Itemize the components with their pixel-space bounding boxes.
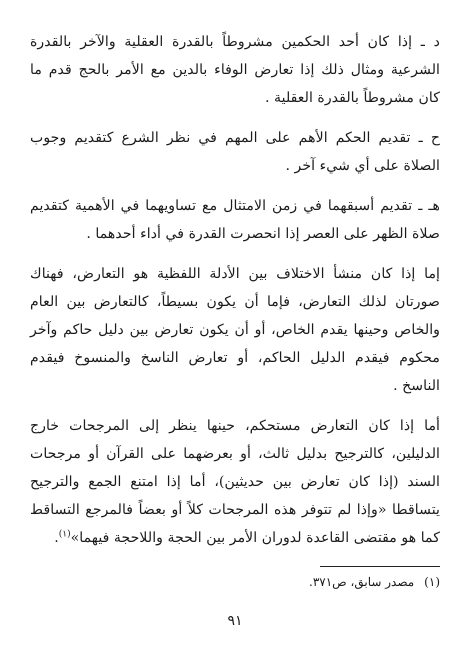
paragraph-2: ح ـ تقديم الحكم الأهم على المهم في نظر الشرع كتقديم وجوب الصلاة على أي شيء آخر .	[30, 130, 440, 174]
page-body	[30, 28, 440, 564]
footnote-number: (١)	[424, 575, 440, 589]
paragraph-3: هـ ـ تقديم أسبقهما في زمن الامتثال مع تساويهما في الأهمية كتقديم صلاة الظهر على العصر إذا انحصرت القدرة في أداء أحدهما .	[30, 198, 440, 242]
footnote-reference[interactable]: (١)	[58, 529, 71, 540]
footnote	[30, 573, 440, 591]
page-number: ٩١	[227, 613, 243, 629]
paragraph-5-text: أما إذا كان التعارض مستحكم، حينها ينظر إلى المرجحات خارج الدليلين، كالترجيح بدليل ثالث، أو بعرضهما على القرآن أو مرجحات السند (إذا كان تعارض بين حديثين)، أما إذا امتنع الجمع والترجيح يتساقطا «وإذا لم تتوفر هذه المرجحات كلاً أو بعضاً فالمرجع التساقط كما هو مقتضى القاعدة لدوران الأمر بين الحجة واللاحجة فيهما»	[30, 418, 440, 546]
paragraph-5: أما إذا كان التعارض مستحكم، حينها ينظر إلى المرجحات خارج الدليلين، كالترجيح بدليل ثالث، أو بعرضهما على القرآن أو مرجحات السند (إذا كان تعارض بين حديثين)، أما إذا امتنع الجمع والترجيح يتساقطا «وإذا لم تتوفر هذه المرجحات كلاً أو بعضاً فالمرجع التساقط كما هو مقتضى القاعدة لدوران الأمر بين الحجة واللاحجة فيهما»$^{(١)}$.	[30, 418, 440, 546]
paragraph-1: د ـ إذا كان أحد الحكمين مشروطاً بالقدرة العقلية والآخر بالقدرة الشرعية ومثال ذلك إذا تعارض الوفاء بالدين مع الأمر بالحج قدم ما كان مشروطاً بالقدرة العقلية .	[30, 34, 440, 106]
footnote-text: مصدر سابق، ص٣٧١.	[309, 575, 415, 589]
paragraph-4: إما إذا كان منشأ الاختلاف بين الأدلة اللفظية هو التعارض، فهناك صورتان لذلك التعارض، فإما أن يكون بسيطاً، كالتعارض بين العام والخاص وحينها يقدم الخاص، أو أن يكون تعارض بين دليل حاكم وآخر محكوم فيقدم الدليل الحاكم، أو تعارض الناسخ والمنسوخ فيقدم الناسخ .	[30, 266, 440, 394]
footnote-divider	[320, 566, 440, 567]
